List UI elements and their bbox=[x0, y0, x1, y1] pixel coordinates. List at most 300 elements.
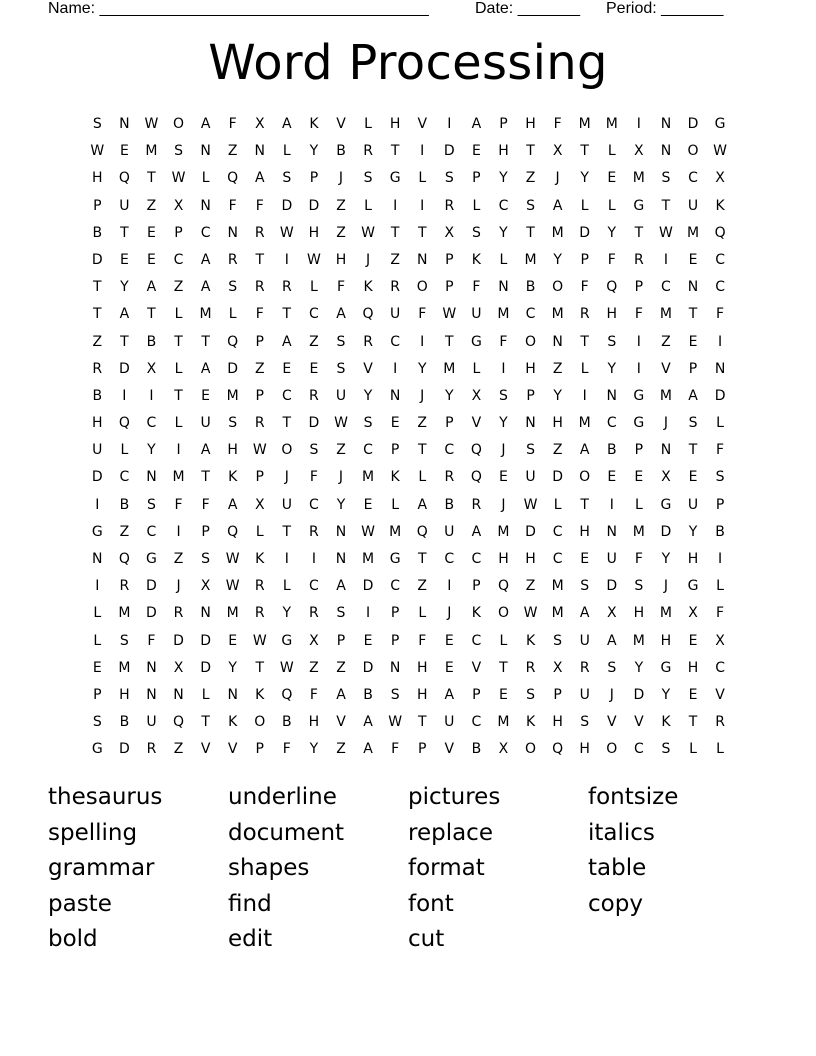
grid-letter[interactable]: Q bbox=[416, 523, 429, 540]
grid-letter[interactable]: S bbox=[607, 659, 617, 676]
grid-letter[interactable]: S bbox=[526, 197, 536, 214]
grid-letter[interactable]: F bbox=[634, 306, 644, 323]
grid-letter[interactable]: W bbox=[388, 714, 403, 731]
grid-letter[interactable]: V bbox=[471, 415, 482, 432]
grid-letter[interactable]: B bbox=[363, 686, 374, 703]
grid-letter[interactable]: I bbox=[149, 387, 155, 404]
grid-letter[interactable]: E bbox=[444, 659, 455, 676]
grid-letter[interactable]: L bbox=[174, 306, 183, 323]
grid-letter[interactable]: S bbox=[580, 714, 590, 731]
grid-letter[interactable]: C bbox=[309, 496, 320, 513]
grid-letter[interactable]: S bbox=[580, 578, 590, 595]
grid-letter[interactable]: I bbox=[420, 143, 425, 160]
grid-letter[interactable]: C bbox=[309, 306, 320, 323]
grid-letter[interactable]: A bbox=[200, 279, 211, 296]
grid-letter[interactable]: L bbox=[716, 415, 725, 432]
grid-letter[interactable]: H bbox=[579, 741, 591, 758]
grid-letter[interactable]: S bbox=[228, 415, 238, 432]
grid-letter[interactable]: S bbox=[119, 632, 130, 649]
grid-letter[interactable]: Y bbox=[120, 279, 130, 296]
grid-letter[interactable]: C bbox=[633, 741, 645, 758]
grid-letter[interactable]: W bbox=[442, 306, 457, 323]
grid-letter[interactable]: N bbox=[389, 659, 401, 676]
grid-letter[interactable]: I bbox=[311, 551, 317, 567]
grid-letter[interactable]: F bbox=[255, 197, 265, 214]
grid-letter[interactable]: Z bbox=[661, 333, 672, 350]
grid-letter[interactable]: M bbox=[362, 551, 375, 567]
grid-letter[interactable]: K bbox=[525, 632, 536, 649]
grid-letter[interactable]: U bbox=[579, 686, 591, 703]
grid-letter[interactable]: A bbox=[200, 360, 211, 377]
date-field-label[interactable]: Date: _______ bbox=[475, 0, 580, 17]
grid-letter[interactable]: O bbox=[281, 442, 293, 459]
grid-letter[interactable]: H bbox=[525, 116, 537, 132]
grid-letter[interactable]: C bbox=[471, 714, 482, 731]
grid-letter[interactable]: G bbox=[633, 415, 645, 432]
grid-letter[interactable]: S bbox=[607, 333, 617, 350]
grid-letter[interactable]: S bbox=[390, 686, 401, 703]
grid-letter[interactable]: V bbox=[471, 659, 482, 676]
grid-letter[interactable]: Y bbox=[553, 251, 563, 268]
grid-letter[interactable]: C bbox=[200, 224, 211, 241]
grid-letter[interactable]: Y bbox=[445, 387, 455, 404]
grid-letter[interactable]: C bbox=[444, 442, 455, 459]
grid-letter[interactable]: W bbox=[361, 523, 376, 540]
grid-letter[interactable]: Y bbox=[228, 659, 238, 676]
grid-letter[interactable]: A bbox=[146, 279, 157, 296]
grid-letter[interactable]: G bbox=[687, 578, 699, 595]
grid-letter[interactable]: H bbox=[633, 605, 645, 622]
grid-letter[interactable]: M bbox=[118, 605, 131, 622]
grid-letter[interactable]: H bbox=[525, 360, 537, 377]
grid-letter[interactable]: Z bbox=[552, 360, 563, 377]
grid-letter[interactable]: U bbox=[92, 442, 103, 459]
grid-letter[interactable]: M bbox=[551, 578, 565, 595]
grid-letter[interactable]: F bbox=[580, 279, 590, 296]
grid-letter[interactable]: T bbox=[147, 306, 157, 323]
grid-letter[interactable]: R bbox=[254, 578, 266, 595]
grid-letter[interactable]: M bbox=[362, 469, 375, 486]
grid-letter[interactable]: R bbox=[444, 469, 455, 486]
grid-letter[interactable]: P bbox=[390, 605, 400, 622]
grid-letter[interactable]: L bbox=[201, 686, 210, 703]
grid-letter[interactable]: H bbox=[687, 551, 699, 567]
grid-letter[interactable]: W bbox=[659, 224, 674, 241]
grid-letter[interactable]: E bbox=[580, 551, 590, 567]
grid-letter[interactable]: S bbox=[634, 578, 644, 595]
grid-letter[interactable]: E bbox=[607, 469, 617, 486]
grid-letter[interactable]: S bbox=[336, 360, 346, 377]
grid-letter[interactable]: E bbox=[607, 170, 617, 187]
grid-letter[interactable]: L bbox=[607, 143, 617, 160]
grid-letter[interactable]: Q bbox=[470, 442, 483, 459]
grid-letter[interactable]: I bbox=[176, 442, 182, 459]
grid-letter[interactable]: V bbox=[336, 714, 347, 731]
grid-letter[interactable]: P bbox=[309, 170, 319, 187]
grid-letter[interactable]: N bbox=[254, 143, 266, 160]
grid-letter[interactable]: F bbox=[418, 306, 427, 323]
grid-letter[interactable]: E bbox=[119, 251, 130, 268]
grid-letter[interactable]: A bbox=[200, 442, 211, 459]
grid-letter[interactable]: D bbox=[227, 360, 239, 377]
grid-letter[interactable]: S bbox=[471, 224, 482, 241]
grid-letter[interactable]: D bbox=[308, 197, 320, 214]
grid-letter[interactable]: K bbox=[255, 686, 265, 703]
grid-letter[interactable]: U bbox=[390, 306, 401, 323]
grid-letter[interactable]: T bbox=[445, 333, 455, 350]
grid-letter[interactable]: P bbox=[634, 442, 644, 459]
grid-letter[interactable]: T bbox=[580, 333, 590, 350]
name-field-label[interactable]: Name: _____________________________________ bbox=[48, 0, 429, 17]
grid-letter[interactable]: D bbox=[525, 523, 537, 540]
grid-letter[interactable]: N bbox=[92, 551, 104, 567]
grid-letter[interactable]: I bbox=[663, 251, 669, 268]
grid-letter[interactable]: N bbox=[389, 387, 401, 404]
grid-letter[interactable]: H bbox=[498, 143, 510, 160]
grid-letter[interactable]: S bbox=[309, 442, 319, 459]
grid-letter[interactable]: Q bbox=[227, 333, 239, 350]
grid-letter[interactable]: H bbox=[92, 415, 104, 432]
grid-letter[interactable]: D bbox=[173, 632, 185, 649]
grid-letter[interactable]: Z bbox=[336, 197, 347, 214]
grid-letter[interactable]: F bbox=[255, 306, 265, 323]
grid-letter[interactable]: Z bbox=[336, 741, 347, 758]
grid-letter[interactable]: V bbox=[417, 116, 428, 132]
grid-letter[interactable]: N bbox=[687, 279, 699, 296]
grid-letter[interactable]: X bbox=[634, 143, 645, 160]
grid-letter[interactable]: K bbox=[471, 251, 482, 268]
grid-letter[interactable]: V bbox=[661, 360, 672, 377]
grid-letter[interactable]: L bbox=[364, 116, 373, 132]
grid-letter[interactable]: H bbox=[606, 306, 618, 323]
grid-letter[interactable]: T bbox=[417, 714, 427, 731]
grid-letter[interactable]: X bbox=[688, 605, 699, 622]
grid-letter[interactable]: L bbox=[418, 469, 427, 486]
grid-letter[interactable]: Y bbox=[309, 741, 319, 758]
grid-letter[interactable]: D bbox=[362, 659, 374, 676]
grid-letter[interactable]: Z bbox=[309, 659, 320, 676]
grid-letter[interactable]: J bbox=[663, 415, 669, 432]
grid-letter[interactable]: P bbox=[255, 741, 265, 758]
period-field-label[interactable]: Period: _______ bbox=[606, 0, 724, 17]
grid-letter[interactable]: F bbox=[418, 632, 427, 649]
grid-letter[interactable]: Z bbox=[417, 578, 428, 595]
grid-letter[interactable]: J bbox=[501, 442, 507, 459]
grid-letter[interactable]: I bbox=[718, 551, 723, 567]
grid-letter[interactable]: Q bbox=[714, 224, 727, 241]
grid-letter[interactable]: U bbox=[471, 306, 482, 323]
grid-letter[interactable]: W bbox=[334, 415, 349, 432]
grid-letter[interactable]: I bbox=[420, 197, 425, 214]
grid-letter[interactable]: T bbox=[93, 279, 103, 296]
grid-letter[interactable]: X bbox=[552, 143, 563, 160]
grid-letter[interactable]: M bbox=[659, 306, 673, 323]
grid-letter[interactable]: S bbox=[526, 686, 536, 703]
grid-letter[interactable]: C bbox=[606, 415, 618, 432]
grid-letter[interactable]: C bbox=[146, 415, 157, 432]
grid-letter[interactable]: D bbox=[118, 741, 131, 758]
grid-letter[interactable]: Q bbox=[362, 306, 375, 323]
grid-letter[interactable]: B bbox=[525, 279, 536, 296]
grid-letter[interactable]: F bbox=[716, 442, 725, 459]
grid-letter[interactable]: L bbox=[499, 632, 508, 649]
grid-letter[interactable]: W bbox=[713, 143, 728, 160]
grid-letter[interactable]: Z bbox=[552, 442, 563, 459]
grid-letter[interactable]: T bbox=[580, 143, 590, 160]
grid-letter[interactable]: U bbox=[119, 197, 130, 214]
grid-letter[interactable]: M bbox=[172, 469, 186, 486]
grid-letter[interactable]: E bbox=[688, 333, 698, 350]
grid-letter[interactable]: B bbox=[146, 333, 157, 350]
grid-letter[interactable]: B bbox=[715, 523, 726, 540]
grid-letter[interactable]: C bbox=[390, 333, 401, 350]
grid-letter[interactable]: M bbox=[145, 143, 158, 160]
grid-letter[interactable]: H bbox=[92, 170, 104, 187]
grid-letter[interactable]: I bbox=[366, 605, 371, 622]
grid-letter[interactable]: P bbox=[201, 523, 211, 540]
grid-letter[interactable]: R bbox=[444, 197, 455, 214]
grid-letter[interactable]: N bbox=[525, 415, 537, 432]
grid-letter[interactable]: E bbox=[499, 686, 509, 703]
grid-letter[interactable]: J bbox=[176, 578, 182, 595]
grid-letter[interactable]: U bbox=[687, 496, 699, 513]
grid-letter[interactable]: Z bbox=[525, 170, 536, 187]
grid-letter[interactable]: L bbox=[93, 632, 102, 649]
grid-letter[interactable]: P bbox=[445, 279, 455, 296]
grid-letter[interactable]: N bbox=[146, 469, 158, 486]
grid-letter[interactable]: I bbox=[582, 387, 588, 404]
grid-letter[interactable]: Y bbox=[661, 686, 671, 703]
grid-letter[interactable]: U bbox=[200, 415, 212, 432]
grid-letter[interactable]: F bbox=[309, 469, 319, 486]
grid-letter[interactable]: L bbox=[255, 523, 265, 540]
grid-letter[interactable]: S bbox=[174, 143, 184, 160]
grid-letter[interactable]: C bbox=[173, 251, 184, 268]
grid-letter[interactable]: O bbox=[416, 279, 429, 296]
grid-letter[interactable]: X bbox=[606, 605, 618, 622]
grid-letter[interactable]: H bbox=[660, 632, 672, 649]
grid-letter[interactable]: I bbox=[636, 333, 642, 350]
grid-letter[interactable]: W bbox=[171, 170, 186, 187]
grid-letter[interactable]: H bbox=[416, 686, 428, 703]
grid-letter[interactable]: C bbox=[471, 551, 482, 567]
grid-letter[interactable]: Q bbox=[118, 551, 131, 567]
grid-letter[interactable]: N bbox=[200, 605, 212, 622]
grid-letter[interactable]: P bbox=[93, 197, 103, 214]
grid-letter[interactable]: E bbox=[390, 415, 401, 432]
grid-letter[interactable]: Y bbox=[661, 551, 671, 567]
grid-letter[interactable]: T bbox=[390, 224, 400, 241]
grid-letter[interactable]: J bbox=[366, 251, 371, 268]
grid-letter[interactable]: P bbox=[715, 496, 725, 513]
grid-letter[interactable]: D bbox=[200, 632, 212, 649]
grid-letter[interactable]: D bbox=[552, 469, 564, 486]
grid-letter[interactable]: S bbox=[688, 415, 698, 432]
grid-letter[interactable]: T bbox=[174, 387, 184, 404]
grid-letter[interactable]: I bbox=[122, 387, 127, 404]
grid-letter[interactable]: O bbox=[552, 279, 564, 296]
grid-letter[interactable]: X bbox=[715, 170, 726, 187]
grid-letter[interactable]: A bbox=[471, 523, 482, 540]
grid-letter[interactable]: D bbox=[146, 578, 158, 595]
grid-letter[interactable]: Z bbox=[336, 442, 347, 459]
grid-letter[interactable]: Q bbox=[552, 741, 564, 758]
grid-letter[interactable]: N bbox=[606, 523, 618, 540]
grid-letter[interactable]: N bbox=[714, 360, 726, 377]
grid-letter[interactable]: L bbox=[634, 496, 644, 513]
grid-letter[interactable]: N bbox=[335, 523, 347, 540]
grid-letter[interactable]: J bbox=[447, 605, 452, 622]
grid-letter[interactable]: T bbox=[282, 415, 292, 432]
grid-letter[interactable]: R bbox=[309, 523, 320, 540]
grid-letter[interactable]: T bbox=[390, 143, 400, 160]
grid-letter[interactable]: B bbox=[606, 442, 618, 459]
grid-letter[interactable]: P bbox=[336, 632, 346, 649]
grid-letter[interactable]: Y bbox=[309, 143, 319, 160]
grid-letter[interactable]: D bbox=[606, 578, 618, 595]
grid-letter[interactable]: C bbox=[715, 251, 726, 268]
grid-letter[interactable]: T bbox=[688, 306, 698, 323]
grid-letter[interactable]: K bbox=[228, 714, 238, 731]
grid-letter[interactable]: Z bbox=[336, 659, 347, 676]
grid-letter[interactable]: A bbox=[119, 306, 130, 323]
grid-letter[interactable]: E bbox=[363, 632, 373, 649]
grid-letter[interactable]: Z bbox=[146, 197, 157, 214]
grid-letter[interactable]: P bbox=[255, 469, 265, 486]
grid-letter[interactable]: E bbox=[444, 632, 455, 649]
grid-letter[interactable]: R bbox=[119, 578, 130, 595]
grid-letter[interactable]: B bbox=[92, 387, 103, 404]
grid-letter[interactable]: R bbox=[254, 279, 266, 296]
grid-letter[interactable]: T bbox=[526, 224, 536, 241]
grid-letter[interactable]: V bbox=[444, 741, 455, 758]
grid-letter[interactable]: B bbox=[119, 496, 130, 513]
grid-letter[interactable]: K bbox=[363, 279, 374, 296]
grid-letter[interactable]: G bbox=[660, 659, 672, 676]
grid-letter[interactable]: G bbox=[633, 197, 645, 214]
grid-letter[interactable]: T bbox=[174, 333, 184, 350]
grid-letter[interactable]: C bbox=[661, 279, 672, 296]
grid-letter[interactable]: R bbox=[390, 279, 401, 296]
grid-letter[interactable]: D bbox=[362, 578, 374, 595]
grid-letter[interactable]: Y bbox=[417, 360, 427, 377]
grid-letter[interactable]: L bbox=[228, 306, 238, 323]
grid-letter[interactable]: X bbox=[552, 659, 563, 676]
grid-letter[interactable]: S bbox=[363, 170, 374, 187]
grid-letter[interactable]: R bbox=[525, 659, 536, 676]
grid-letter[interactable]: A bbox=[200, 251, 211, 268]
grid-letter[interactable]: E bbox=[499, 469, 509, 486]
grid-letter[interactable]: M bbox=[118, 659, 131, 676]
grid-letter[interactable]: D bbox=[281, 197, 293, 214]
grid-letter[interactable]: C bbox=[552, 551, 563, 567]
grid-letter[interactable]: C bbox=[390, 578, 401, 595]
grid-letter[interactable]: W bbox=[279, 659, 295, 676]
grid-letter[interactable]: H bbox=[416, 659, 428, 676]
grid-letter[interactable]: J bbox=[338, 170, 344, 187]
grid-letter[interactable]: Y bbox=[634, 659, 644, 676]
grid-letter[interactable]: I bbox=[176, 523, 182, 540]
grid-letter[interactable]: E bbox=[147, 251, 157, 268]
grid-letter[interactable]: A bbox=[254, 170, 266, 187]
grid-letter[interactable]: X bbox=[173, 659, 184, 676]
grid-letter[interactable]: L bbox=[174, 360, 183, 377]
grid-letter[interactable]: X bbox=[471, 387, 482, 404]
grid-letter[interactable]: R bbox=[363, 333, 374, 350]
grid-letter[interactable]: S bbox=[499, 387, 509, 404]
grid-letter[interactable]: O bbox=[606, 741, 618, 758]
grid-letter[interactable]: N bbox=[146, 659, 158, 676]
grid-letter[interactable]: I bbox=[284, 551, 290, 567]
grid-letter[interactable]: F bbox=[228, 197, 238, 214]
grid-letter[interactable]: U bbox=[525, 469, 537, 486]
grid-letter[interactable]: M bbox=[389, 523, 402, 540]
grid-letter[interactable]: L bbox=[93, 605, 102, 622]
grid-letter[interactable]: S bbox=[282, 170, 292, 187]
grid-letter[interactable]: X bbox=[498, 741, 509, 758]
grid-letter[interactable]: W bbox=[523, 496, 538, 513]
grid-letter[interactable]: N bbox=[146, 686, 158, 703]
grid-letter[interactable]: G bbox=[146, 551, 158, 567]
grid-letter[interactable]: Z bbox=[336, 224, 347, 241]
grid-letter[interactable]: N bbox=[660, 143, 672, 160]
grid-letter[interactable]: T bbox=[580, 496, 590, 513]
grid-letter[interactable]: R bbox=[254, 224, 266, 241]
grid-letter[interactable]: Z bbox=[173, 279, 184, 296]
grid-letter[interactable]: D bbox=[633, 686, 645, 703]
grid-letter[interactable]: H bbox=[335, 251, 347, 268]
grid-letter[interactable]: V bbox=[715, 686, 726, 703]
grid-letter[interactable]: W bbox=[279, 224, 295, 241]
grid-letter[interactable]: F bbox=[607, 251, 617, 268]
grid-letter[interactable]: L bbox=[364, 197, 373, 214]
grid-letter[interactable]: T bbox=[634, 224, 644, 241]
grid-letter[interactable]: S bbox=[715, 469, 726, 486]
grid-letter[interactable]: L bbox=[418, 170, 427, 187]
grid-letter[interactable]: H bbox=[227, 442, 239, 459]
grid-letter[interactable]: U bbox=[444, 523, 455, 540]
grid-letter[interactable]: V bbox=[606, 714, 618, 731]
grid-letter[interactable]: J bbox=[338, 469, 344, 486]
grid-letter[interactable]: D bbox=[308, 415, 320, 432]
grid-letter[interactable]: P bbox=[93, 686, 103, 703]
grid-letter[interactable]: H bbox=[308, 714, 320, 731]
grid-letter[interactable]: A bbox=[336, 578, 347, 595]
grid-letter[interactable]: C bbox=[119, 469, 130, 486]
grid-letter[interactable]: M bbox=[659, 387, 673, 404]
grid-letter[interactable]: U bbox=[281, 496, 293, 513]
grid-letter[interactable]: R bbox=[227, 251, 239, 268]
grid-letter[interactable]: M bbox=[443, 360, 456, 377]
grid-letter[interactable]: R bbox=[92, 360, 103, 377]
grid-letter[interactable]: S bbox=[661, 741, 671, 758]
grid-letter[interactable]: W bbox=[225, 578, 241, 595]
grid-letter[interactable]: Q bbox=[118, 170, 131, 187]
grid-letter[interactable]: P bbox=[634, 279, 644, 296]
grid-letter[interactable]: D bbox=[91, 251, 104, 268]
grid-letter[interactable]: L bbox=[553, 496, 563, 513]
grid-letter[interactable]: U bbox=[606, 551, 618, 567]
grid-letter[interactable]: V bbox=[634, 714, 645, 731]
grid-letter[interactable]: R bbox=[363, 143, 374, 160]
grid-letter[interactable]: G bbox=[389, 170, 402, 187]
grid-letter[interactable]: R bbox=[579, 306, 591, 323]
grid-letter[interactable]: R bbox=[281, 279, 293, 296]
grid-letter[interactable]: Y bbox=[336, 496, 346, 513]
grid-letter[interactable]: Z bbox=[119, 523, 130, 540]
grid-letter[interactable]: T bbox=[417, 442, 427, 459]
grid-letter[interactable]: Q bbox=[227, 523, 239, 540]
